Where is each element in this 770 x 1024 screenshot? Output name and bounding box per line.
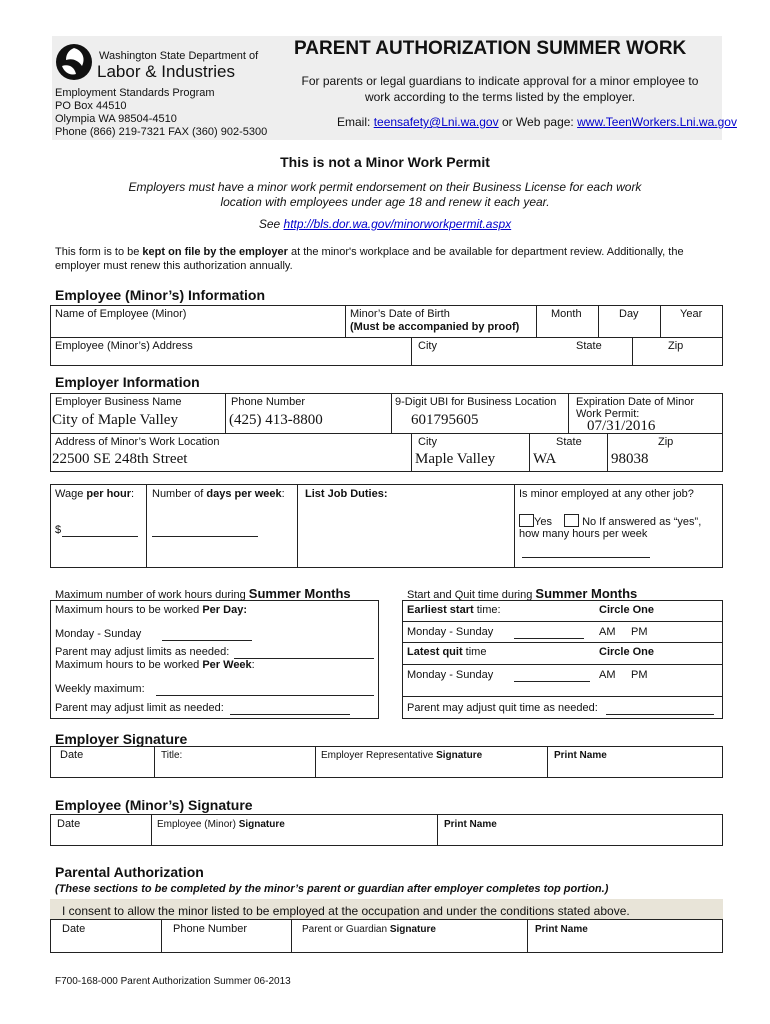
employer-info-heading: Employer Information [55,374,200,390]
no-option[interactable]: No If answered as “yes”, [564,514,701,528]
notice-line2: location with employees under age 18 and renew it each year. [220,195,550,209]
web-label: or Web page: [498,115,578,129]
file-line2: employer must renew this authorization annually. [55,260,293,272]
how-many-label: how many hours per week [519,528,648,540]
circle-one-quit: Circle One [599,646,655,658]
work-state-label: State [556,436,582,448]
parent-adjust-quit: Parent may adjust quit time as needed: [407,702,598,714]
parental-note: (These sections to be completed by the minor’s parent or guardian after employer completes top portion.) [55,883,609,895]
start-pm[interactable]: PM [631,626,648,638]
parent-adjust-limits: Parent may adjust limits as needed: [55,646,230,658]
work-address-label: Address of Minor’s Work Location [55,436,220,448]
consent-text: I consent to allow the minor listed to be employed at the occupation and under the conditions stated above. [62,904,630,918]
per-day-field[interactable] [162,640,252,641]
program-name: Employment Standards Program [55,87,215,99]
work-city-label: City [418,436,437,448]
minor-zip-field[interactable]: Zip [668,340,684,352]
other-job-question: Is minor employed at any other job? [519,488,694,500]
mon-sun-day-label: Monday - Sunday [55,628,142,640]
wage-field[interactable] [62,536,138,537]
parent-adjust-limit: Parent may adjust limit as needed: [55,702,224,714]
minor-address-field[interactable]: Employee (Minor’s) Address [55,340,193,352]
max-hours-heading: Maximum number of work hours during Summer Months [55,586,351,601]
employee-signature-field[interactable]: Employee (Minor) Signature [157,819,285,830]
minor-city-field[interactable]: City [418,340,437,352]
wage-label: Wage per hour: [55,488,135,500]
notice-body [0,180,770,210]
start-quit-heading: Start and Quit time during Summer Months [407,586,638,601]
desc-line1: For parents or legal guardians to indicate approval for a minor employee to [301,74,699,88]
dob-note: (Must be accompanied by proof) [350,321,520,333]
mon-sun-quit: Monday - Sunday [407,669,494,681]
no-checkbox[interactable] [564,514,579,527]
parent-adjust-week-field[interactable] [230,714,350,715]
form-footer: F700-168-000 Parent Authorization Summer 06-2013 [55,976,291,987]
yes-checkbox[interactable] [519,514,534,527]
earliest-start-label: Earliest start time: [407,604,501,616]
dob-year-field[interactable]: Year [680,308,703,320]
page-title: PARENT AUTHORIZATION SUMMER WORK [294,38,687,59]
per-day-label: Maximum hours to be worked Per Day: [55,604,247,616]
start-am[interactable]: AM [599,626,616,638]
employer-rep-signature-field[interactable]: Employer Representative Signature [321,750,483,761]
dollar-sign: $ [55,524,62,536]
employer-title-field[interactable]: Title: [161,750,183,761]
desc-line2: work according to the terms listed by the employer. [364,90,636,104]
email-label: Email: [337,115,374,129]
business-name-label: Employer Business Name [55,396,182,408]
parent-adjust-day-field[interactable] [234,658,374,659]
employee-info-heading: Employee (Minor’s) Information [55,287,266,303]
days-label: Number of days per week: [152,488,285,500]
dob-day-field[interactable]: Day [619,308,639,320]
days-field[interactable] [152,536,258,537]
expiration-label: Expiration Date of Minor Work Permit: [576,396,694,420]
agency-name-line1: Washington State Department of [99,50,259,62]
employee-print-name-field[interactable]: Print Name [444,819,497,830]
agency-name-line2: Labor & Industries [97,62,235,81]
ubi-value[interactable]: 601795605 [411,412,479,428]
expiration-value[interactable]: 07/31/2016 [587,418,656,434]
parental-heading: Parental Authorization [55,864,204,880]
contact-line [337,115,737,129]
phone-label: Phone Number [231,396,305,408]
work-zip-label: Zip [658,436,674,448]
latest-quit-label: Latest quit time [407,646,487,658]
weekly-max-field[interactable] [156,695,374,696]
ubi-label: 9-Digit UBI for Business Location [395,396,557,408]
form-description [280,73,720,105]
work-state-value[interactable]: WA [533,451,557,467]
work-address-value[interactable]: 22500 SE 248th Street [52,451,188,467]
per-week-label: Maximum hours to be worked Per Week: [55,659,255,671]
notice-line1: Employers must have a minor work permit endorsement on their Business License for each work [128,180,642,194]
employee-date-field[interactable]: Date [57,818,81,830]
circle-one-start: Circle One [599,604,655,616]
minor-state-field[interactable]: State [576,340,602,352]
file-post: at the minor's workplace and be available for department review. Additionally, the [287,246,684,258]
yes-option[interactable]: Yes [519,514,552,528]
mon-sun-start: Monday - Sunday [407,626,494,638]
phone-value[interactable]: (425) 413-8800 [229,412,323,428]
business-name-value[interactable]: City of Maple Valley [52,412,178,428]
employee-signature-heading: Employee (Minor’s) Signature [55,797,253,813]
file-bold: kept on file by the employer [142,246,288,258]
work-zip-value[interactable]: 98038 [611,451,649,467]
parent-date-field[interactable]: Date [62,923,86,935]
other-hours-field[interactable] [522,557,650,558]
parent-phone-field[interactable]: Phone Number [173,923,247,935]
quit-am[interactable]: AM [599,669,616,681]
parent-print-name-field[interactable]: Print Name [535,924,588,935]
quit-time-field[interactable] [514,681,590,682]
email-link[interactable]: teensafety@Lni.wa.gov [373,115,499,129]
work-city-value[interactable]: Maple Valley [415,451,496,467]
minor-name-field[interactable]: Name of Employee (Minor) [55,308,187,320]
city-state: Olympia WA 98504-4510 [55,113,177,125]
web-link[interactable]: www.TeenWorkers.Lni.wa.gov [577,115,737,129]
job-duties-field[interactable]: List Job Duties: [305,488,388,500]
po-box: PO Box 44510 [55,100,127,112]
employer-signature-heading: Employer Signature [55,731,188,747]
file-pre: This form is to be [55,246,143,258]
notice-heading: This is not a Minor Work Permit [280,154,490,170]
employer-date-field[interactable]: Date [60,749,84,761]
start-time-field[interactable] [514,638,584,639]
see-label: See [258,217,284,231]
quit-pm[interactable]: PM [631,669,648,681]
dob-month-field[interactable]: Month [551,308,582,320]
file-notice [55,245,725,273]
phone-fax: Phone (866) 219-7321 FAX (360) 902-5300 [55,126,268,138]
guardian-signature-field[interactable]: Parent or Guardian Signature [302,924,436,935]
notice-see [0,217,770,231]
lni-logo-icon [54,42,96,82]
parent-adjust-quit-field[interactable] [606,714,714,715]
permit-link[interactable]: http://bls.dor.wa.gov/minorworkpermit.aspx [283,217,512,231]
weekly-max-label: Weekly maximum: [55,683,145,695]
dob-label: Minor’s Date of Birth [350,308,450,320]
employer-print-name-field[interactable]: Print Name [554,750,607,761]
